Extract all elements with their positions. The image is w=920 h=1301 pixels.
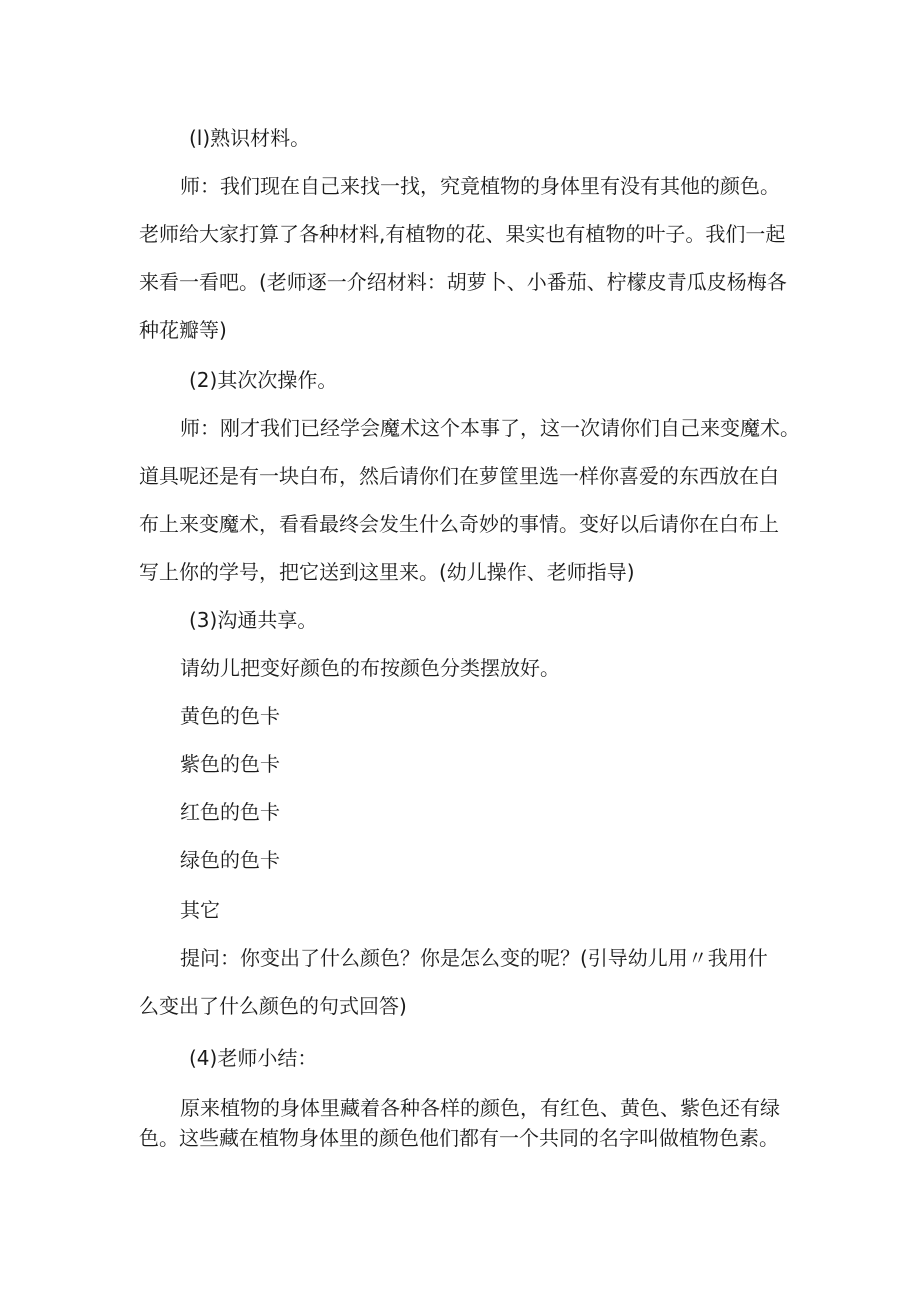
paragraph-4-line-1: 原来植物的身体里藏着各种各样的颜色，有红色、黄色、紫色还有绿	[180, 1096, 780, 1120]
color-card-red: 红色的色卡	[180, 800, 280, 824]
color-card-purple: 紫色的色卡	[180, 752, 280, 776]
color-card-yellow: 黄色的色卡	[180, 704, 280, 728]
question-line-1: 提问：你变出了什么颜色？你是怎么变的呢？(引导幼儿用〃我用什	[180, 946, 768, 970]
paragraph-3-line-1: 请幼儿把变好颜色的布按颜色分类摆放好。	[180, 656, 560, 680]
paragraph-1-line-2: 老师给大家打算了各种材料,有植物的花、果实也有植物的叶子。我们一起	[139, 222, 786, 246]
section-heading-4: (4)老师小结：	[189, 1046, 318, 1070]
section-heading-2: (2)其次次操作。	[189, 368, 338, 392]
color-card-other: 其它	[180, 898, 220, 922]
color-card-green: 绿色的色卡	[180, 848, 280, 872]
paragraph-1-line-1: 师：我们现在自己来找一找，究竟植物的身体里有没有其他的颜色。	[180, 174, 780, 198]
paragraph-1-line-3: 来看一看吧。(老师逐一介绍材料：胡萝卜、小番茄、柠檬皮青瓜皮杨梅各	[139, 270, 787, 294]
paragraph-2-line-2: 道具呢还是有一块白布，然后请你们在萝筐里选一样你喜爱的东西放在白	[139, 464, 779, 488]
paragraph-2-line-1: 师：刚才我们已经学会魔术这个本事了，这一次请你们自己来变魔术。	[180, 416, 800, 440]
section-heading-1: (l)熟识材料。	[189, 126, 311, 150]
paragraph-4-line-2: 色。这些藏在植物身体里的颜色他们都有一个共同的名字叫做植物色素。	[139, 1126, 779, 1150]
paragraph-2-line-3: 布上来变魔术，看看最终会发生什么奇妙的事情。变好以后请你在白布上	[139, 512, 779, 536]
question-line-2: 么变出了什么颜色的句式回答)	[139, 994, 407, 1018]
paragraph-1-line-4: 种花瓣等)	[139, 318, 227, 342]
section-heading-3: (3)沟通共享。	[189, 608, 318, 632]
paragraph-2-line-4: 写上你的学号，把它送到这里来。(幼儿操作、老师指导)	[139, 560, 635, 584]
